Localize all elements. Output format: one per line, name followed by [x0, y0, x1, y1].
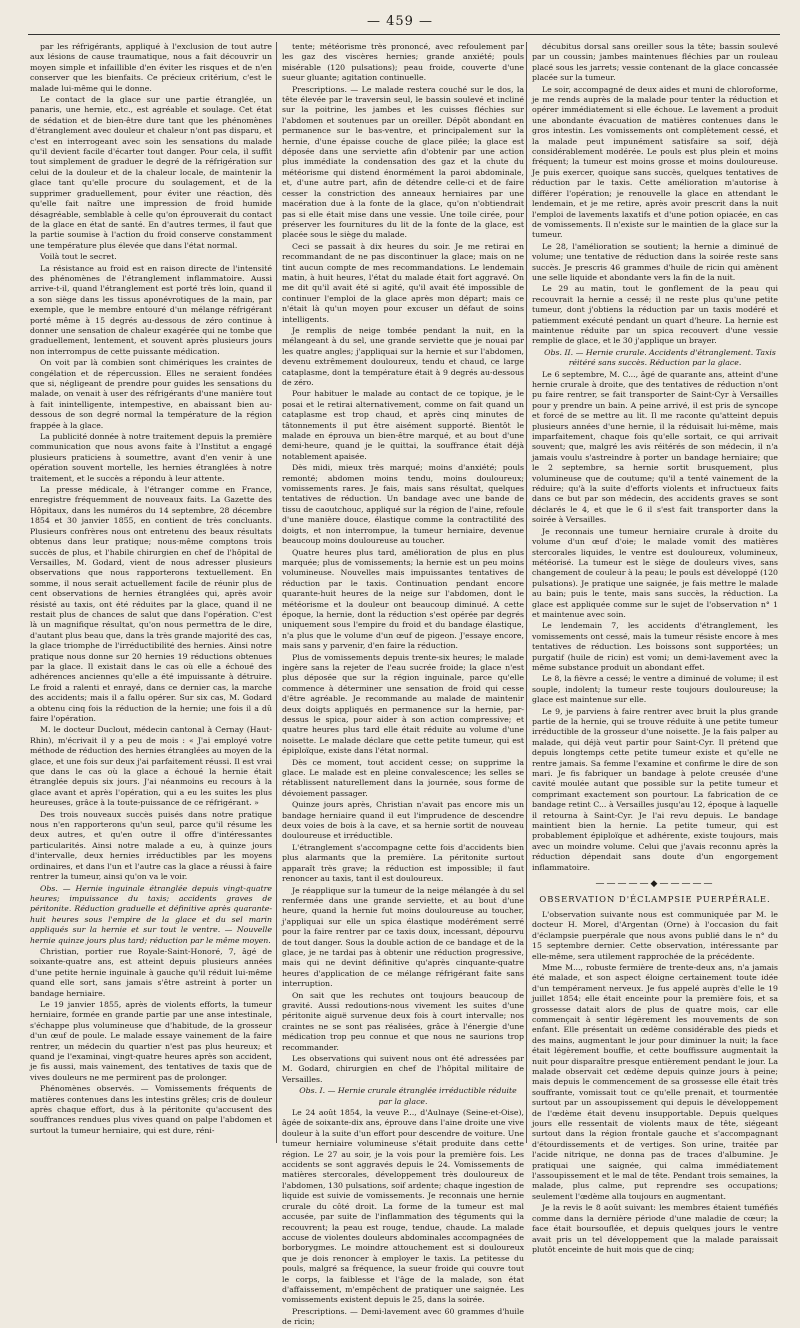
paragraph: Prescriptions. — Demi-lavement avec 60 grammes d'huile de ricin; — [282, 1306, 524, 1327]
paragraph: L'observation suivante nous est communiquée par M. le docteur H. Morel, d'Argentan (Orne) à l'occasion du fait d'éclampsie puerpérale que nous avons publié dans le n° du 15 septembre dernier. Cette observation, intéressante par elle-même, sera utilement rapprochée de la précédente. — [532, 909, 778, 961]
paragraph: Le 24 août 1854, la veuve P..., d'Aulnaye (Seine-et-Oise), âgée de soixante-dix ans, éprouve dans l'aine droite une vive douleur à la suite d'un effort pour descendre de voiture. Une tumeur herniaire volumineuse s'était produite dans cette région. Le 27 au soir, je la vois pour la première fois. Les accidents se sont aggravés depuis le 24. Vomissements de matières stercorales, développement très douloureux de l'abdomen, 130 pulsations, soif ardente; chaque ingestion de liquide est suivie de vomissements. Je reconnais une hernie crurale du côté droit. La forme de la tumeur est mal accusée, par suite de l'inflammation des téguments qui la recouvrent; la peau est rouge, tendue, chaude. La malade accuse de violentes douleurs abdominales accompagnées de borborygmes. Le moindre attouchement est si douloureux que je dois renoncer à employer le taxis. La petitesse du pouls, malgré sa fréquence, la sueur froide qui couvre tout le corps, la faiblesse et l'âge de la malade, son état d'affaissement, m'empêchent de pratiquer une saignée. Les vomissements existent depuis le 25, dans la soirée. — [282, 1108, 524, 1305]
paragraph: Le 8, la fièvre a cessé; le ventre a diminué de volume; il est souple, indolent; la tumeur reste toujours douloureuse; la glace est maintenue sur elle. — [532, 674, 778, 705]
paragraph: Je réapplique sur la tumeur de la neige mélangée à du sel renfermée dans une grande serviette, et au bout d'une heure, quand la hernie fut moins douloureuse au toucher, j'appliquai sur elle un spica élastique modérément serré pour la faire rentrer par ce taxis doux, incessant, dépourvu de tout danger. Sous la double action de ce bandage et de la glace, je ne tardai pas à obtenir une réduction progressive, mais qui ne devint définitive qu'après cinquante-quatre heures d'application de ce mélange réfrigérant faite sans interruption. — [282, 885, 524, 989]
paragraph: Je reconnais une tumeur herniaire crurale à droite du volume d'un œuf d'oie; le malade vomit des matières stercorales liquides, le ventre est douloureux, volumineux, météorisé. La tumeur est le siège de douleurs vives, sans changement de couleur à la peau; le pouls est développé (120 pulsations). Je pratique une saignée, je fais mettre le malade au bain; puis le tente, mais sans succès, la réduction. La glace est appliquée comme sur le sujet de l'observation n° 1 et maintenue avec soin. — [532, 526, 778, 619]
paragraph: Le 29 au matin, tout le gonflement de la peau qui recouvrait la hernie a cessé; il ne reste plus qu'une petite tumeur, dont j'obtiens la réduction par un taxis modéré et patiemment exécuté pendant un quart d'heure. La hernie est maintenue réduite par un spica recouvert d'une vessie remplie de glace, et le 30 j'applique un brayer. — [532, 284, 778, 346]
section-title: OBSERVATION D'ÉCLAMPSIE PUERPÉRALE. — [539, 893, 771, 904]
paragraph: Des trois nouveaux succès puisés dans notre pratique nous n'en rapporterons qu'un seul, parce qu'il résume les deux autres, et qu'en outre il offre d'intéressantes particularités. Ainsi notre malade a eu, à quinze jours d'intervalle, deux hernies irréductibles par les moyens ordinaires, et dans l'un et l'autre cas la glace a réussi à faire rentrer la tumeur, ainsi qu'on va le voir. — [30, 809, 272, 882]
observation-heading: Obs. II. — Hernie crurale. Accidents d'étranglement. Taxis réitéré sans succès. Réduction par la glace. — [544, 347, 776, 368]
paragraph: Quatre heures plus tard, amélioration de plus en plus marquée; plus de vomissements; la hernie est un peu moins volumineuse. Nouvelles mais impuissantes tentatives de réduction par le taxis. Continuation pendant encore quarante-huit heures de la neige sur l'abdomen, dont le météorisme et la douleur ont beaucoup diminué. A cette époque, la hernie, dont la réduction s'est opérée par degrés uniquement sous l'empire du froid et du bandage élastique, n'a plus que le volume d'un œuf de pigeon. J'essaye encore, mais sans y parvenir, d'en faire la réduction. — [282, 547, 524, 651]
paragraph: Le 9, je parviens à faire rentrer avec bruit la plus grande partie de la hernie, qui se trouve réduite à une petite tumeur irréductible de la grosseur d'une noisette. Je la fais palper au malade, qui déjà veut partir pour Saint-Cyr. Il prétend que depuis longtemps cette petite tumeur existe et qu'elle ne rentre jamais. Sa femme l'examine et confirme le dire de son mari. Je fis fabriquer un bandage à pelote creusée d'une cavité moulée autant que possible sur la petite tumeur et comprimant exactement son pourtour. La fabrication de ce bandage retint C... à Versailles jusqu'au 12, époque à laquelle il retourna à Saint-Cyr. Je l'ai revu depuis. Le bandage maintient bien la hernie. La petite tumeur, qui est probablement épiploïque et adhérente, existe toujours, mais avec un moindre volume. Celui que j'avais reconnu après la réduction dépendait sans doute d'un engorgement inflammatoire. — [532, 706, 778, 872]
column-right — [532, 42, 778, 1254]
paragraph: Quinze jours après, Christian n'avait pas encore mis un bandage herniaire quand il eut l'imprudence de descendre deux voies de bois à la cave, et sa hernie sortit de nouveau douloureuse et irréductible. — [282, 800, 524, 841]
paragraph: Phénomènes observés. — Vomissements fréquents de matières contenues dans les intestins grêles; cris de douleur après chaque effort, dus à la péritonite qu'accusent des souffrances rendues plus vives quand on palpe l'abdomen et surtout la tumeur herniaire, qui est dure, réni- — [30, 1084, 272, 1135]
observation-heading: Obs. I. — Hernie crurale étranglée irréductible réduite par la glace. — [299, 1086, 517, 1106]
paragraph: Voilà tout le secret. — [40, 252, 117, 262]
paragraph: La presse médicale, à l'étranger comme en France, enregistre fréquemment de nouveaux faits. La Gazette des Hôpitaux, dans les numéros du 14 septembre, 28 décembre 1854 et 30 janvier 1855, en contient de très concluants. Plusieurs confrères nous ont entretenu des beaux résultats obtenus dans leur pratique; nous-même comptons trois succès de plus, et l'habile chirurgien en chef de l'hôpital de Versailles, M. Godard, vient de nous adresser plusieurs observations que nous rapporterons textuellement. En somme, il nous serait actuellement facile de réunir plus de cent observations de hernies étranglées qui, après avoir résisté au taxis, ont été réduites par la glace, quand il ne restait plus de chances de salut que dans l'opération. C'est là un magnifique résultat, qu'on nous permettra de le dire, d'autant plus beau que, dans la très grande majorité des cas, la glace triomphe de l'irréductibilité des hernies. Ainsi notre pratique nous donne sur 20 hernies 19 réductions obtenues par la glace. Il existait dans le cas où elle a échoué des adhérences anciennes qu'elle a été impuissante à détruire. Le froid a ralenti et enrayé, dans ce dernier cas, la marche des accidents; mais il a fallu opérer. Sur six cas, M. Godard a obtenu cinq fois la réduction de la hernie; une fois il a dû faire l'opération. — [30, 485, 272, 723]
paragraph: Christian, portier rue Royale-Saint-Honoré, 7, âgé de soixante-quatre ans, est atteint depuis plusieurs années d'une petite hernie inguinale à gauche qu'il réduit lui-même quand elle sort, sans jamais s'être astreint à porter un bandage herniaire. — [30, 946, 272, 998]
paragraph: décubitus dorsal sans oreiller sous la tête; bassin soulevé par un coussin; jambes maintenues fléchies par un rouleau placé sous les jarrets; vessie contenant de la glace concassée placée sur la tumeur. — [532, 42, 778, 83]
column-divider — [526, 42, 527, 1143]
paragraph: Pour habituer le malade au contact de ce topique, je le posai et le retirai alternativement, comme on fait quand un cataplasme est trop chaud, et après cinq minutes de tâtonnements il put être aisément supporté. Bientôt le malade en éprouva un bien-être marqué, et au bout d'une demi-heure, quand je le quittai, la souffrance était déjà notablement apaisée. — [282, 389, 524, 461]
paragraph: par les réfrigérants, appliqué à l'exclusion de tout autre aux lésions de cause traumatique, nous a fait découvrir un moyen simple et infaillible d'en éviter les risques et de n'en conserver que les bienfaits. Ce précieux critérium, c'est le malade lui-même qui le donne. — [30, 42, 272, 93]
header-rule — [28, 34, 780, 35]
paragraph: Le 28, l'amélioration se soutient; la hernie a diminué de volume; une tentative de réduction dans la soirée reste sans succès. Je prescris 46 grammes d'huile de ricin qui amènent une selle liquide et abondante vers la fin de la nuit. — [532, 241, 778, 282]
column-divider — [276, 42, 277, 1143]
paragraph: Plus de vomissements depuis trente-six heures; le malade ingère sans la rejeter de l'eau sucrée froide; la glace n'est plus déposée que sur la région inguinale, parce qu'elle commence à déterminer une sensation de froid qui cesse d'être agréable. Je recommande au malade de maintenir deux doigts appliqués en permanence sur la hernie, par-dessus le spica, pour aider à son action compressive; et quatre heures plus tard elle était réduite au volume d'une noisette. Le malade déclare que cette petite tumeur, qui est épiploïque, existe dans l'état normal. — [282, 652, 524, 756]
paragraph: Prescriptions. — Le malade restera couché sur le dos, la tête élevée par le traversin seul, le bassin soulevé et incliné sur la poitrine, les jambes et les cuisses fléchies sur l'abdomen et soutenues par un oreiller. Dépôt abondant en permanence sur le bas-ventre, et principalement sur la hernie, d'une épaisse couche de glace pilée; la glace est déposée dans une serviette afin d'obtenir par une action plus immédiate la condensation des gaz et la chute du météorisme qui distend énormément la paroi abdominale, et, d'une autre part, afin de détendre celle-ci et de faire cesser la constriction des anneaux herniaires par une macération due à la fonte de la glace, qu'on n'obtiendrait pas si elle était mise dans une vessie. Une toile cirée, pour préserver les fournitures du lit de la fonte de la glace, est placée sous le siège du malade. — [282, 84, 524, 240]
paragraph: Le 6 septembre, M. C..., âgé de quarante ans, atteint d'une hernie crurale à droite, que des tentatives de réduction n'ont pu faire rentrer, se fait transporter de Saint-Cyr à Versailles pour y prendre un bain. A peine arrivé, il est pris de syncope et forcé de se mettre au lit. Il me raconte qu'atteint depuis plusieurs années d'une hernie, il la réduisait lui-même, mais imparfaitement, chaque fois qu'elle sortait, ce qui arrivait souvent; que, malgré les avis réitérés de son médecin, il n'a jamais voulu s'astreindre à porter un bandage herniaire; que le 2 septembre, sa hernie sortit brusquement, plus volumineuse que de coutume; qu'il a tenté vainement de la réduire; qu'à la suite d'efforts violents et infructueux faits dans ce but par son médecin, des accidents graves se sont déclarés le 4, et que le 6 il s'est fait transporter dans la soirée à Versailles. — [532, 369, 778, 525]
paragraph: L'étranglement s'accompagne cette fois d'accidents bien plus alarmants que la première. La péritonite surtout apparaît très grave; la réduction est impossible; il faut renoncer au taxis, tant il est douloureux. — [282, 842, 524, 884]
paragraph: Je la revis le 8 août suivant: les membres étaient tuméfiés comme dans la dernière période d'une maladie de cœur; la face était boursouflée, et depuis quelques jours le ventre avait pris un tel développement que la malade paraissait plutôt enceinte de huit mois que de cinq; — [532, 1203, 778, 1254]
paragraph: Dès ce moment, tout accident cesse; on supprime la glace. Le malade est en pleine convalescence; les selles se rétablissent naturellement dans la journée, sous forme de dévoiement passager. — [282, 757, 524, 798]
paragraph: Dès midi, mieux très marqué; moins d'anxiété; pouls remonté; abdomen moins tendu, moins douloureux; vomissements rares. Je fais, mais sans résultat, quelques tentatives de réduction. Un bandage avec une bande de tissu de caoutchouc, appliqué sur la région de l'aine, refoule d'une manière douce, élastique comme la contractilité des doigts, et non interrompue, la tumeur herniaire, devenue beaucoup moins douloureuse au toucher. — [282, 463, 524, 546]
page-number: — 459 — — [366, 14, 434, 29]
paragraph: Le soir, accompagné de deux aides et muni de chloroforme, je me rends auprès de la malade pour tenter la réduction et opérer immédiatement si elle échoue. Le lavement a produit une abondante évacuation de matières contenues dans le gros intestin. Les vomissements ont complètement cessé, et la malade peut impunément satisfaire sa soif, déjà considérablement modérée. Le pouls est plus plein et moins fréquent; la tumeur est moins grosse et moins douloureuse. Je puis exercer, quoique sans succès, quelques tentatives de réduction par le taxis. Cette amélioration m'autorise à différer l'opération; je renouvelle la glace en attendant le lendemain, et je me retire, après avoir prescrit dans la nuit l'emploi de lavements laxatifs et d'une potion opiacée, en cas de vomissements. Il n'existe sur le maintien de la glace sur la tumeur. — [532, 84, 778, 240]
paragraph: Le 19 janvier 1855, après de violents efforts, la tumeur herniaire, formée en grande partie par une anse intestinale, s'échappe plus volumineuse que d'habitude, de la grosseur d'un œuf de poule. Le malade essaye vainement de la faire rentrer, un médecin du quartier n'est pas plus heureux; et quand je l'examinai, vingt-quatre heures après son accident, je fis aussi, mais vainement, des tentatives de taxis que de vives douleurs ne me permirent pas de prolonger. — [30, 999, 272, 1082]
paragraph: La résistance au froid est en raison directe de l'intensité des phénomènes de l'étranglement inflammatoire. Aussi arrive-t-il, quand l'étranglement est porté très loin, quand il a son siège dans les tissus aponévrotiques de la main, par exemple, que le membre entouré d'un mélange réfrigérant porté même à 15 degrés au-dessous de zéro continue à donner une sensation de chaleur exagérée qui ne tombe que graduellement, lentement, et souvent après plusieurs jours non interrompus de cette puissante médication. — [30, 263, 272, 356]
paragraph: La publicité donnée à notre traitement depuis la première communication que nous avons faite à l'Institut a engagé plusieurs praticiens à soumettre, avant d'en venir à une opération souvent mortelle, les hernies étranglées à notre traitement, et le succès a répondu à leur attente. — [30, 432, 272, 483]
paragraph: On voit par là combien sont chimériques les craintes de congélation et de répercussion. Elles ne seraient fondées que si, négligeant de prendre pour guides les sensations du malade, on venait à user des réfrigérants d'une manière tout à fait inintelligente, intempestive, en abaissant bien au-dessous de son degré normal la température de la région frappée à la glace. — [30, 358, 272, 430]
paragraph: M. le docteur Duclout, médecin cantonal à Cernay (Haut-Rhin), m'écrivait il y a peu de mois : « J'ai employé votre méthode de réduction des hernies étranglées au moyen de la glace, et une fois sur deux j'ai parfaitement réussi. Il est vrai que dans le cas où la glace a échoué la hernie était étranglée depuis six jours. J'ai néanmoins eu recours à la glace avant et après l'opération, qui a eu les suites les plus heureuses, grâce à la toute-puissance de ce réfrigérant. » — [30, 725, 272, 808]
paragraph: Les observations qui suivent nous ont été adressées par M. Godard, chirurgien en chef de l'hôpital militaire de Versailles. — [282, 1054, 524, 1084]
paragraph: Le lendemain 7, les accidents d'étranglement, les vomissements ont cessé, mais la tumeur résiste encore à mes tentatives de réduction. Les boissons sont supportées; un purgatif (huile de ricin) est vomi; un demi-lavement avec la même substance produit un abondant effet. — [532, 621, 778, 672]
observation-heading: Obs. — Hernie inguinale étranglée depuis vingt-quatre heures; impuissance du taxis; accidents graves de péritonite. Réduction graduelle et définitive après quarante-huit heures sous l'empire de la glace et du sel marin appliqués sur la hernie et sur tout le ventre. — Nouvelle hernie quinze jours plus tard; réduction par le même moyen. — [30, 883, 272, 945]
column-left — [30, 42, 272, 1142]
paragraph: Ceci se passait à dix heures du soir. Je me retirai en recommandant de ne pas discontinuer la glace; mais on ne tint aucun compte de mes recommandations. Le lendemain matin, à huit heures, l'état du malade était fort aggravé. On me dit qu'il avait été si agité, qu'il avait été impossible de continuer l'emploi de la glace après mon départ; mais ce n'était là qu'un moyen pour excuser un défaut de soins intelligents. — [282, 241, 524, 324]
paragraph: Mme M..., robuste fermière de trente-deux ans, n'a jamais été malade, et son aspect éloigne certainement toute idée d'un tempérament nerveux. Je fus appelé auprès d'elle le 19 juillet 1854; elle était enceinte pour la première fois, et sa grossesse datait alors de plus de quatre mois, car elle commençait à sentir légèrement les mouvements de son enfant. Elle présentait un œdème considérable des pieds et des mains, augmentant le jour pour diminuer la nuit; la face était légèrement bouffie, et cette bouffissure augmentait la nuit pour disparaître presque entièrement pendant le jour. La malade observait cet œdème depuis quinze jours à peine; mais depuis le commencement de sa grossesse elle était très souffrante, vomissait tout ce qu'elle prenait, et tourmentée surtout par un assoupissement qui depuis le développement de l'œdème était devenu insupportable. Depuis quelques jours elle ressentait de violents maux de tête, siégeant surtout dans la région frontale gauche et s'accompagnant d'étourdissements et de vertiges. Son urine, traitée par l'acide nitrique, ne donna pas de traces d'albumine. Je pratiquai une saignée, qui calma immédiatement l'assoupissement et le mal de tête. Pendant trois semaines, la malade, plus calme, put reprendre ses occupations; seulement l'œdème alla toujours en augmentant. — [532, 962, 778, 1201]
paragraph: Le contact de la glace sur une partie étranglée, un panaris, une hernie, etc., est agréable et soulage. Cet état de sédation et de bien-être dure tant que les phénomènes d'étranglement avec douleur et chaleur n'ont pas disparu, et c'est en interrogeant avec soin les sensations du malade qu'il devient facile d'écarter tout danger. Pour cela, il suffit tout simplement de graduer le degré de la réfrigération sur celui de la douleur et de la chaleur locale, de maintenir la glace tant qu'elle procure du soulagement, et de la supprimer graduellement, pour éviter une réaction, dès qu'elle fait naître une impression de froid humide désagréable, semblable à celle qu'on éprouverait du contact de la glace en état de santé. En d'autres termes, il faut que la partie soumise à l'action du froid conserve constamment une température plus élevée que dans l'état normal. — [30, 95, 272, 250]
section-divider: —————◆————— — [595, 879, 715, 890]
paragraph: tente; météorisme très prononcé, avec refoulement par les gaz des viscères hernies; grande anxiété; pouls misérable (120 pulsations); peau froide, couverte d'une sueur gluante; agitation continuelle. — [282, 42, 524, 83]
paragraph: Je remplis de neige tombée pendant la nuit, en la mélangeant à du sel, une grande serviette que je nouai par les quatre angles; j'appliquai sur la hernie et sur l'abdomen, devenu extrêmement douloureux, tendu et chaud, ce large cataplasme, dont la température était à 9 degrés au-dessous de zéro. — [282, 325, 524, 387]
paragraph: On sait que les rechutes ont toujours beaucoup de gravité. Aussi redoutions-nous vivement les suites d'une péritonite aiguë survenue deux fois à court intervalle; nos craintes ne se sont pas réalisées, grâce à l'énergie d'une médication trop peu connue et que nous ne saurions trop recommander. — [282, 990, 524, 1052]
column-middle — [282, 42, 524, 1327]
